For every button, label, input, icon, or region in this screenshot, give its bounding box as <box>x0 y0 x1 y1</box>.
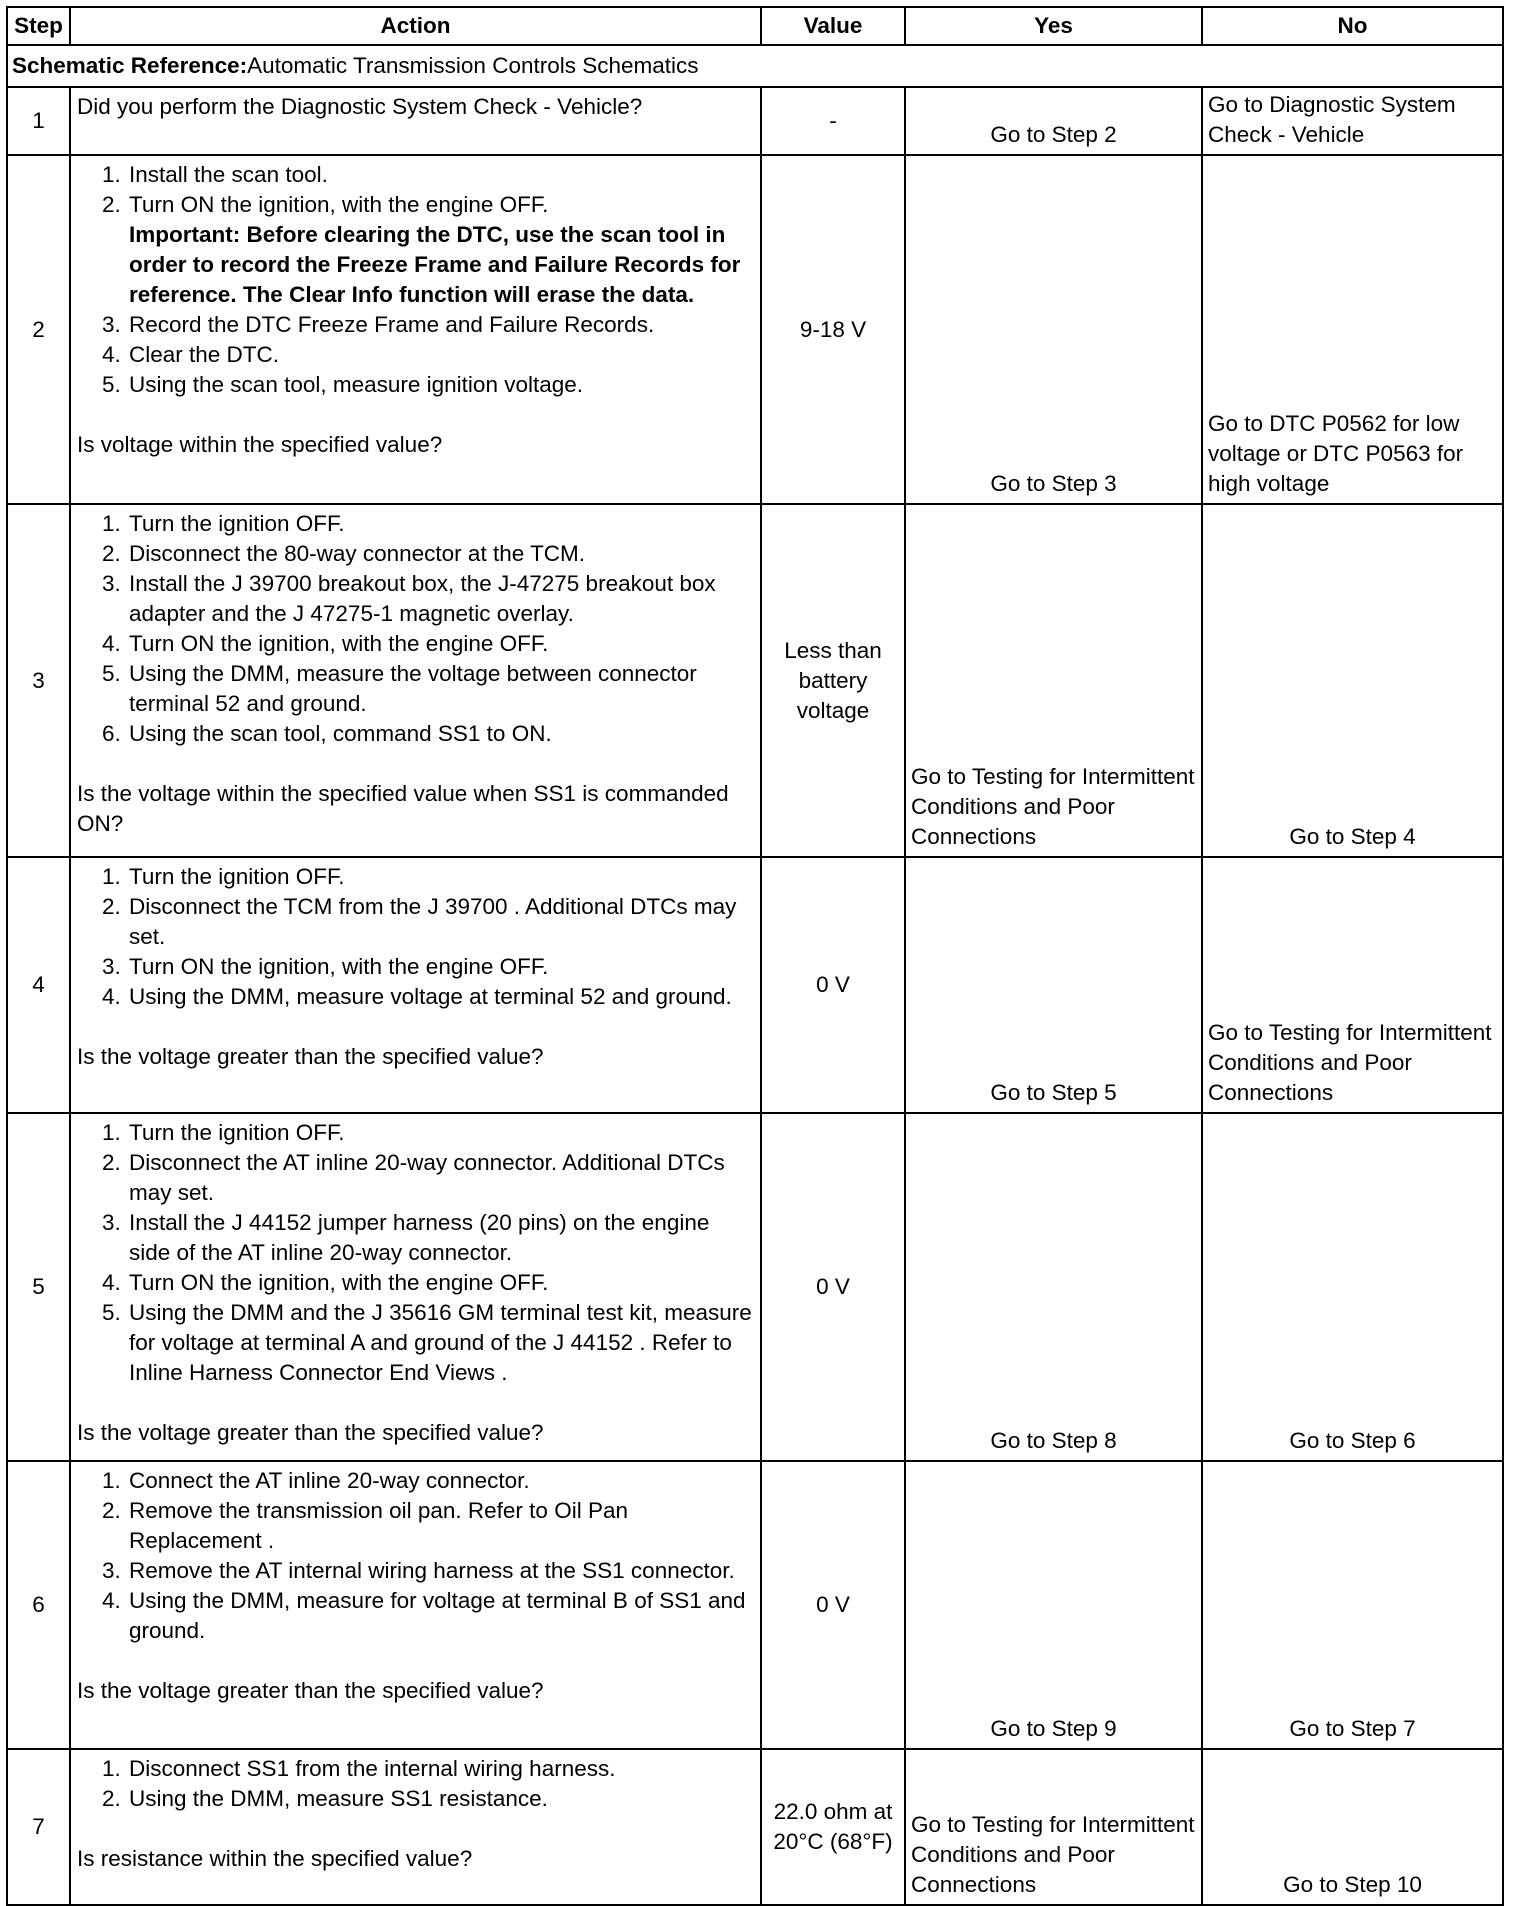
action-step: 2. Remove the transmission oil pan. Refer to Oil Pan Replacement . <box>127 1496 755 1556</box>
step-number: 5 <box>7 1113 70 1461</box>
table-row <box>7 87 1503 155</box>
value-cell: 22.0 ohm at 20°C (68°F) <box>761 1749 905 1905</box>
action-step: 1. Turn the ignition OFF. <box>127 1118 755 1148</box>
action-step: 3. Turn ON the ignition, with the engine OFF. <box>127 952 755 982</box>
action-question: Is voltage within the specified value? <box>77 432 443 457</box>
header-action: Action <box>70 7 761 45</box>
action-step: 5. Using the DMM and the J 35616 GM terminal test kit, measure for voltage at terminal A and ground of the J 44152 . Refer to Inline Harness Connector End Views . <box>127 1298 755 1388</box>
action-step: 2. Using the DMM, measure SS1 resistance. <box>127 1784 755 1814</box>
value-cell: 0 V <box>761 1113 905 1461</box>
action-step: 2. Disconnect the 80-way connector at the TCM. <box>127 539 755 569</box>
no-cell[interactable]: Go to Step 4 <box>1202 504 1503 857</box>
table-row <box>7 857 1503 1113</box>
action-question: Is the voltage within the specified value when SS1 is commanded ON? <box>77 781 729 836</box>
action-step: 3. Remove the AT internal wiring harness at the SS1 connector. <box>127 1556 755 1586</box>
table-row <box>7 1113 1503 1461</box>
action-step: 1. Connect the AT inline 20-way connector. <box>127 1466 755 1496</box>
schematic-reference-label: Schematic Reference: <box>12 53 248 78</box>
action-cell <box>70 504 761 857</box>
action-step: 2. Disconnect the TCM from the J 39700 . Additional DTCs may set. <box>127 892 755 952</box>
action-question: Is the voltage greater than the specified value? <box>77 1044 544 1069</box>
yes-cell[interactable]: Go to Step 5 <box>905 857 1202 1113</box>
step-number: 7 <box>7 1749 70 1905</box>
yes-cell[interactable]: Go to Testing for Intermittent Conditions and Poor Connections <box>905 504 1202 857</box>
action-step: 2. Disconnect the AT inline 20-way connector. Additional DTCs may set. <box>127 1148 755 1208</box>
action-steps <box>77 862 755 1012</box>
no-cell[interactable]: Go to Testing for Intermittent Conditions and Poor Connections <box>1202 857 1503 1113</box>
step-number: 6 <box>7 1461 70 1749</box>
table-row <box>7 155 1503 504</box>
header-value: Value <box>761 7 905 45</box>
table-row <box>7 504 1503 857</box>
no-cell[interactable]: Go to Step 7 <box>1202 1461 1503 1749</box>
header-step: Step <box>7 7 70 45</box>
action-cell <box>70 1749 761 1905</box>
action-step: 4. Using the DMM, measure voltage at terminal 52 and ground. <box>127 982 755 1012</box>
action-steps <box>77 1466 755 1646</box>
action-step: 2. Turn ON the ignition, with the engine OFF. Important: Before clearing the DTC, use the scan tool in order to record the Freeze Frame and Failure Records for reference. The Clear Info function will erase the data. <box>127 190 755 310</box>
action-steps <box>77 160 755 400</box>
no-cell[interactable]: Go to Diagnostic System Check - Vehicle <box>1202 87 1503 155</box>
action-step: 3. Install the J 44152 jumper harness (20 pins) on the engine side of the AT inline 20-way connector. <box>127 1208 755 1268</box>
yes-cell[interactable]: Go to Step 8 <box>905 1113 1202 1461</box>
action-question: Is the voltage greater than the specified value? <box>77 1420 544 1445</box>
yes-cell[interactable]: Go to Testing for Intermittent Conditions and Poor Connections <box>905 1749 1202 1905</box>
yes-cell[interactable]: Go to Step 3 <box>905 155 1202 504</box>
action-step: 1. Disconnect SS1 from the internal wiring harness. <box>127 1754 755 1784</box>
value-cell: Less than battery voltage <box>761 504 905 857</box>
action-step: 4. Clear the DTC. <box>127 340 755 370</box>
schematic-reference-row <box>7 45 1503 87</box>
action-step: 1. Install the scan tool. <box>127 160 755 190</box>
action-step: 1. Turn the ignition OFF. <box>127 862 755 892</box>
important-note: Important: Before clearing the DTC, use the scan tool in order to record the Freeze Frame and Failure Records for reference. The Clear Info function will erase the data. <box>129 222 741 307</box>
action-step: 3. Install the J 39700 breakout box, the J-47275 breakout box adapter and the J 47275-1 magnetic overlay. <box>127 569 755 629</box>
action-step: 5. Using the scan tool, measure ignition voltage. <box>127 370 755 400</box>
header-no: No <box>1202 7 1503 45</box>
action-cell <box>70 155 761 504</box>
step-number: 2 <box>7 155 70 504</box>
action-step: 1. Turn the ignition OFF. <box>127 509 755 539</box>
action-cell <box>70 1461 761 1749</box>
action-cell <box>70 857 761 1113</box>
action-step: 3. Record the DTC Freeze Frame and Failure Records. <box>127 310 755 340</box>
action-cell <box>70 87 761 155</box>
yes-cell[interactable]: Go to Step 9 <box>905 1461 1202 1749</box>
action-question: Did you perform the Diagnostic System Check - Vehicle? <box>77 94 643 119</box>
step-number: 1 <box>7 87 70 155</box>
schematic-reference-link[interactable]: Automatic Transmission Controls Schematics <box>247 53 699 78</box>
yes-cell[interactable]: Go to Step 2 <box>905 87 1202 155</box>
table-row <box>7 1461 1503 1749</box>
action-steps <box>77 1754 755 1814</box>
action-question: Is resistance within the specified value? <box>77 1846 473 1871</box>
diagnostic-table-container <box>6 6 1502 1906</box>
value-cell: 0 V <box>761 857 905 1113</box>
action-steps <box>77 1118 755 1388</box>
schematic-reference <box>7 45 1503 87</box>
no-cell[interactable]: Go to DTC P0562 for low voltage or DTC P0563 for high voltage <box>1202 155 1503 504</box>
action-step: 4. Turn ON the ignition, with the engine OFF. <box>127 1268 755 1298</box>
table-row <box>7 1749 1503 1905</box>
header-row <box>7 7 1503 45</box>
action-cell <box>70 1113 761 1461</box>
no-cell[interactable]: Go to Step 6 <box>1202 1113 1503 1461</box>
diagnostic-table <box>6 6 1504 1906</box>
step-number: 3 <box>7 504 70 857</box>
value-cell: 9-18 V <box>761 155 905 504</box>
step-number: 4 <box>7 857 70 1113</box>
no-cell[interactable]: Go to Step 10 <box>1202 1749 1503 1905</box>
action-step: 4. Turn ON the ignition, with the engine OFF. <box>127 629 755 659</box>
action-steps <box>77 509 755 749</box>
value-cell: - <box>761 87 905 155</box>
value-cell: 0 V <box>761 1461 905 1749</box>
action-step: 5. Using the DMM, measure the voltage between connector terminal 52 and ground. <box>127 659 755 719</box>
action-step: 6. Using the scan tool, command SS1 to ON. <box>127 719 755 749</box>
action-question: Is the voltage greater than the specified value? <box>77 1678 544 1703</box>
header-yes: Yes <box>905 7 1202 45</box>
action-step: 4. Using the DMM, measure for voltage at terminal B of SS1 and ground. <box>127 1586 755 1646</box>
